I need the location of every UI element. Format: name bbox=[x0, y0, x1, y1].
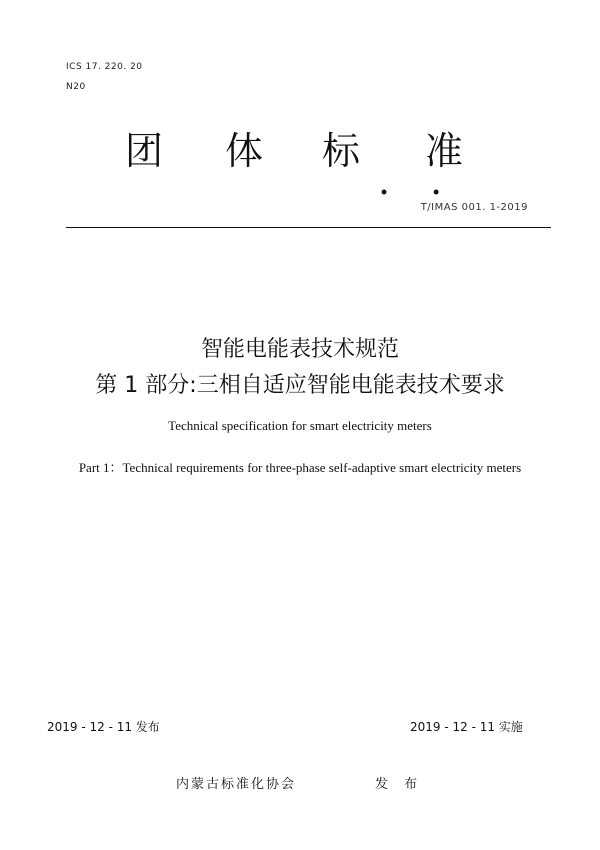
standard-type-char-4: 准 bbox=[425, 129, 464, 173]
scan-dots: . . bbox=[378, 159, 457, 203]
standard-number: T/IMAS 001. 1-2019 bbox=[420, 202, 528, 213]
issuer-name: 内蒙古标准化协会 bbox=[176, 777, 297, 792]
title-cn-line-1: 智能电能表技术规范 bbox=[200, 337, 399, 362]
implementation-date: 2019 - 12 - 11 实施 bbox=[410, 720, 523, 734]
title-en-line-2: Part 1：Technical requirements for three-phase self-adaptive smart electricity meters bbox=[78, 460, 522, 475]
header-divider bbox=[66, 227, 551, 228]
standard-type-char-1: 团 bbox=[125, 129, 164, 173]
title-en-line-1: Technical specification for smart electricity meters bbox=[168, 418, 432, 433]
ics-code: ICS 17. 220. 20 bbox=[66, 62, 143, 72]
title-cn-line-2: 第 1 部分:三相自适应智能电能表技术要求 bbox=[95, 373, 505, 398]
standard-type-char-2: 体 bbox=[225, 129, 264, 173]
ccs-code: N20 bbox=[66, 82, 86, 92]
standard-type-char-3: 标 bbox=[322, 129, 361, 173]
standard-type-heading bbox=[0, 128, 600, 203]
publish-date: 2019 - 12 - 11 发布 bbox=[47, 720, 160, 734]
issue-label: 发 布 bbox=[375, 777, 424, 792]
